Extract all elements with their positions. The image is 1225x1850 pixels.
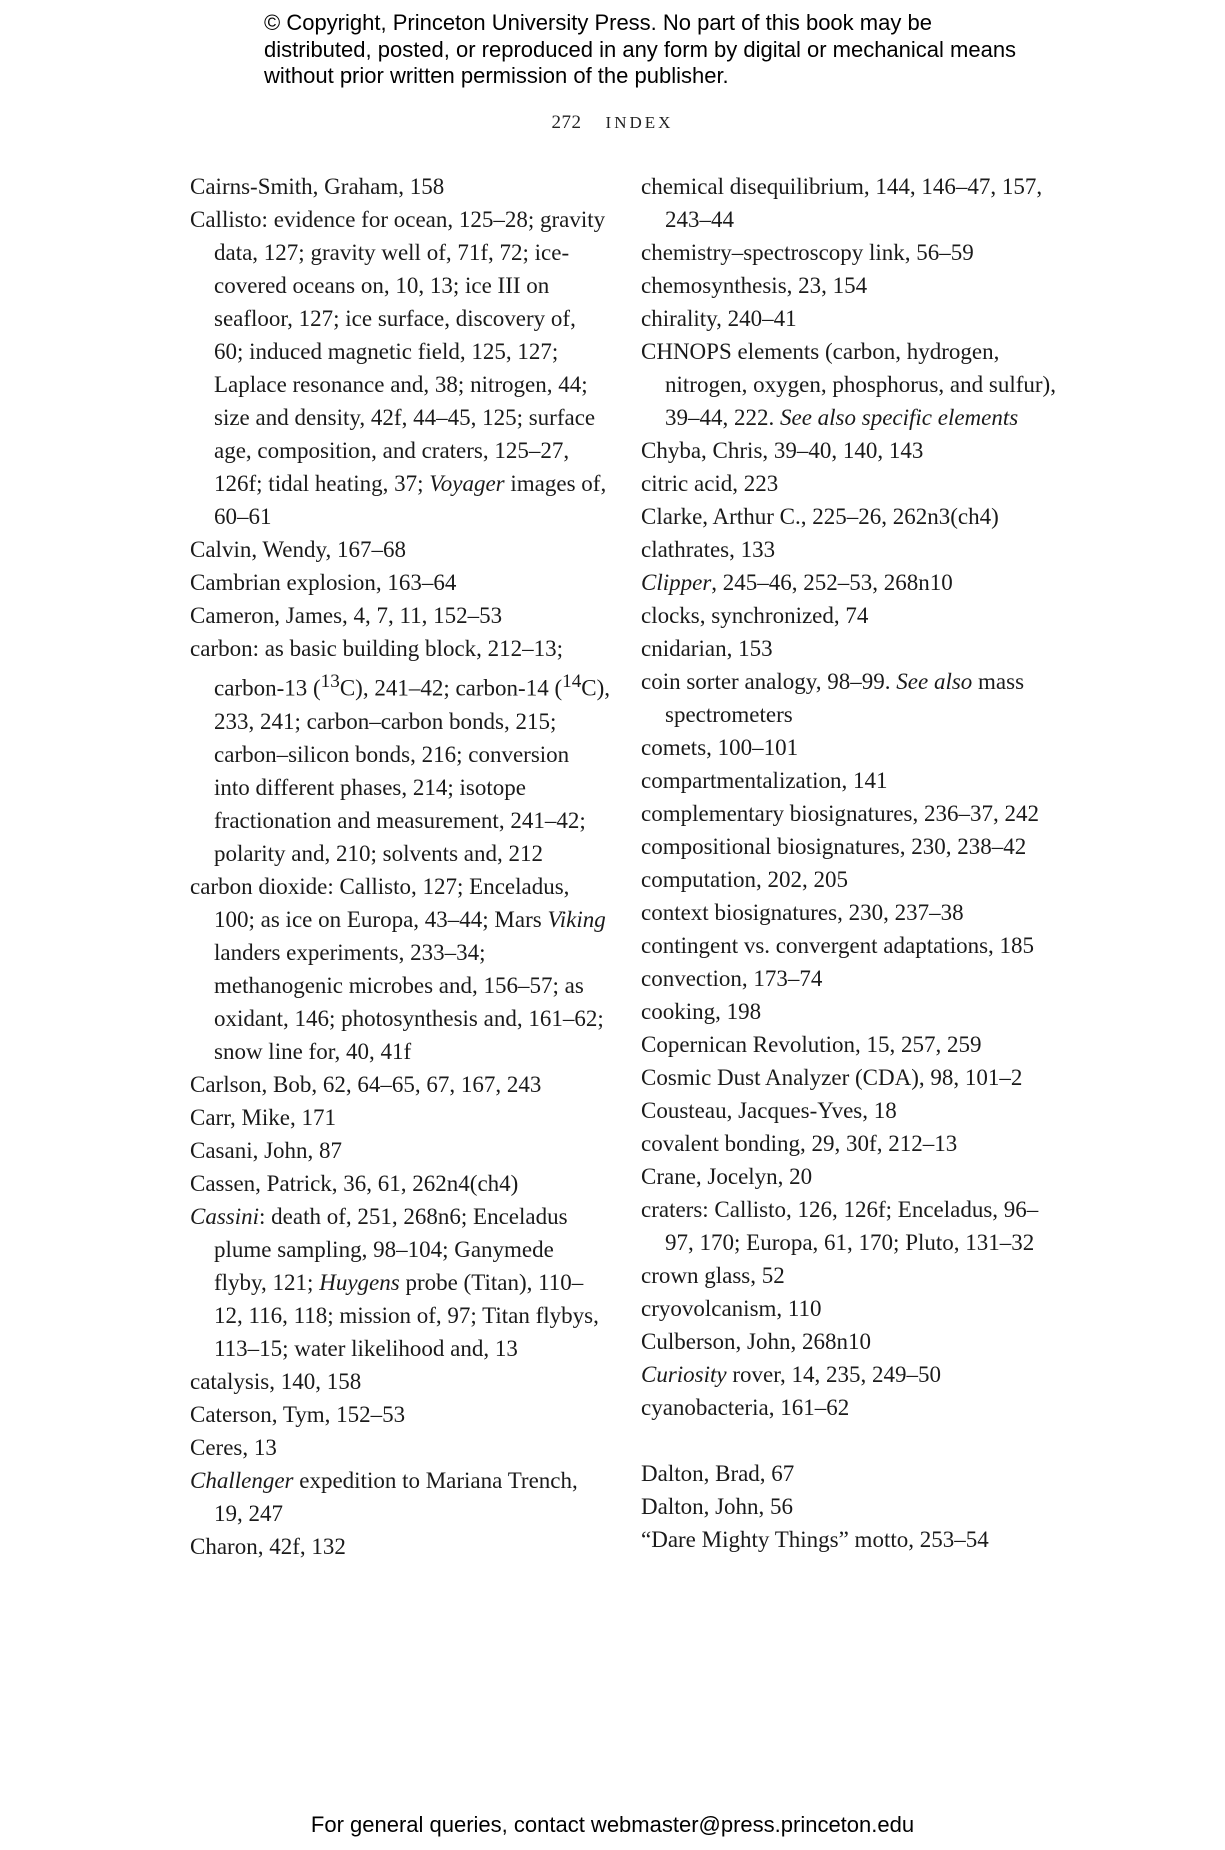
page-number: 272 [551,112,582,133]
index-entry: crown glass, 52 [641,1263,785,1288]
index-entry: Cairns-Smith, Graham, 158 [190,174,445,199]
index-entry: context biosignatures, 230, 237–38 [641,900,964,925]
index-entry: carbon: as basic building block, 212–13; carbon-13 ($^{13}$C), 241–42; carbon-14 ($^{14}$C), 233, 241; carbon–carbon bonds, 215; carbon–silicon bonds, 216; conversion into different phases, 214; isotope fractionation and measurement, 241–42; polarity and, 210; solvents and, 212 [190,636,611,866]
index-entry: Charon, 42f, 132 [190,1533,346,1559]
index-entry: clathrates, 133 [641,537,776,562]
copyright-notice: © Copyright, Princeton University Press. No part of this book may be distributed, posted, or reproduced in any form by digital or mechanical means without prior written permission of the publisher. [264,10,1017,88]
index-entry: cyanobacteria, 161–62 [641,1395,850,1420]
index-entry: contingent vs. convergent adaptations, 185 [641,933,1035,958]
index-entry: chemistry–spectroscopy link, 56–59 [641,240,974,265]
index-entry: citric acid, 223 [641,471,779,496]
contact-footer: For general queries, contact webmaster@press.princeton.edu [310,1812,915,1837]
index-entry: covalent bonding, 29, 30f, 212–13 [641,1131,958,1156]
index-entry: Callisto: evidence for ocean, 125–28; gravity data, 127; gravity well of, 71f, 72; ice-covered oceans on, 10, 13; ice III on seafloor, 127; ice surface, discovery of, 60; induced magnetic field, 125, 127; Laplace resonance and, 38; nitrogen, 44; size and density, 42f, 44–45, 125; surface age, composition, and craters, 125–27, 126f; tidal heating, 37; Voyager images of, 60–61 [190,207,607,529]
index-entry: Crane, Jocelyn, 20 [641,1164,813,1189]
index-entry: Culberson, John, 268n10 [641,1329,871,1354]
index-entry: catalysis, 140, 158 [190,1368,362,1394]
index-entry: chirality, 240–41 [641,306,797,331]
index-entry: Cosmic Dust Analyzer (CDA), 98, 101–2 [641,1065,1023,1090]
index-entry: “Dare Mighty Things” motto, 253–54 [641,1527,989,1552]
index-entry: Dalton, Brad, 67 [641,1461,795,1486]
section-title: INDEX [605,113,674,132]
index-entry: Ceres, 13 [190,1434,277,1460]
index-entry: Curiosity rover, 14, 235, 249–50 [641,1362,941,1387]
index-entry: compositional biosignatures, 230, 238–42 [641,834,1027,859]
index-entry: CHNOPS elements (carbon, hydrogen, nitrogen, oxygen, phosphorus, and sulfur), 39–44, 222. See also specific elements [641,339,1056,430]
index-entry: carbon dioxide: Callisto, 127; Enceladus, 100; as ice on Europa, 43–44; Mars Viking landers experiments, 233–34; methanogenic microbes and, 156–57; as oxidant, 146; photosynthesis and, 161–62; snow line for, 40, 41f [190,873,606,1064]
index-entry: cooking, 198 [641,999,762,1024]
index-entry: Caterson, Tym, 152–53 [190,1401,406,1427]
index-entry: Cousteau, Jacques-Yves, 18 [641,1098,897,1123]
index-entry: Dalton, John, 56 [641,1494,794,1519]
index-entry: Chyba, Chris, 39–40, 140, 143 [641,438,924,463]
running-head [0,112,1225,134]
index-entry: Carr, Mike, 171 [190,1104,336,1130]
index-entry: convection, 173–74 [641,966,823,991]
index-entry: comets, 100–101 [641,735,799,760]
index-entry: clocks, synchronized, 74 [641,603,869,628]
index-entry: Cameron, James, 4, 7, 11, 152–53 [190,603,503,628]
index-entry: Copernican Revolution, 15, 257, 259 [641,1032,982,1057]
index-entry: Challenger expedition to Mariana Trench, 19, 247 [190,1467,578,1526]
index-entry: complementary biosignatures, 236–37, 242 [641,801,1039,826]
index-entry: Calvin, Wendy, 167–68 [190,537,406,562]
index-entry: Casani, John, 87 [190,1137,343,1163]
index-column-left [190,170,610,1563]
index-column-right [641,170,1061,1556]
index-entry: craters: Callisto, 126, 126f; Enceladus, 96–97, 170; Europa, 61, 170; Pluto, 131–32 [641,1197,1039,1255]
index-entry: chemosynthesis, 23, 154 [641,273,868,298]
index-entry: Cambrian explosion, 163–64 [190,570,457,595]
index-entry: cnidarian, 153 [641,636,773,661]
index-entry: chemical disequilibrium, 144, 146–47, 157, 243–44 [641,174,1043,232]
index-entry: coin sorter analogy, 98–99. See also mass spectrometers [641,669,1025,727]
index-entry: cryovolcanism, 110 [641,1296,822,1321]
index-entry: Clipper, 245–46, 252–53, 268n10 [641,570,953,595]
index-entry: Carlson, Bob, 62, 64–65, 67, 167, 243 [190,1071,542,1097]
index-entry: Cassen, Patrick, 36, 61, 262n4(ch4) [190,1170,519,1196]
index-entry: Cassini: death of, 251, 268n6; Enceladus plume sampling, 98–104; Ganymede flyby, 121; Huygens probe (Titan), 110–12, 116, 118; mission of, 97; Titan flybys, 113–15; water likelihood and, 13 [190,1203,599,1361]
index-entry: compartmentalization, 141 [641,768,888,793]
index-entry: computation, 202, 205 [641,867,848,892]
index-entry: Clarke, Arthur C., 225–26, 262n3(ch4) [641,504,999,529]
